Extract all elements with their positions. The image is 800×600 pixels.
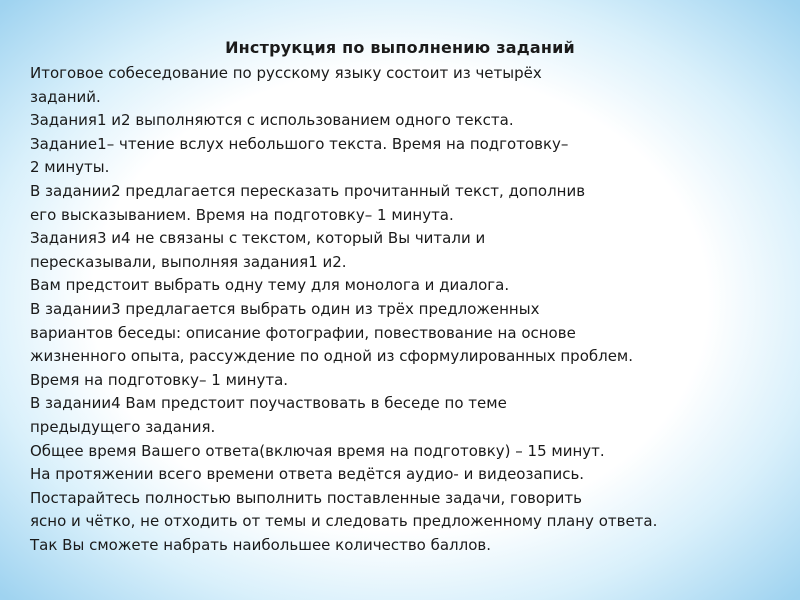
text-line: заданий. — [30, 87, 101, 106]
text-line: Задания3 и4 не связаны с текстом, который Вы читали и — [30, 229, 486, 248]
text-line: Задание1– чтение вслух небольшого текста. Время на подготовку– — [30, 134, 569, 153]
text-line: В задании4 Вам предстоит поучаствовать в беседе по теме — [30, 394, 507, 413]
text-line: жизненного опыта, рассуждение по одной из сформулированных проблем. — [30, 347, 634, 366]
text-line: В задании2 предлагается пересказать прочитанный текст, дополнив — [30, 181, 586, 200]
text-line: В задании3 предлагается выбрать один из трёх предложенных — [30, 299, 540, 318]
text-line: Задания1 и2 выполняются с использованием одного текста. — [30, 111, 514, 130]
text-line: На протяжении всего времени ответа ведётся аудио- и видеозапись. — [30, 465, 585, 484]
slide-title: Инструкция по выполнению заданий — [225, 38, 575, 57]
text-line: Вам предстоит выбрать одну тему для монолога и диалога. — [30, 276, 510, 295]
text-line: Так Вы сможете набрать наибольшее количество баллов. — [30, 535, 492, 554]
text-line: предыдущего задания. — [30, 417, 216, 436]
instruction-text — [30, 62, 770, 557]
text-line: Итоговое собеседование по русскому языку состоит из четырёх — [30, 64, 542, 82]
text-line: Постарайтесь полностью выполнить поставленные задачи, говорить — [30, 488, 582, 507]
text-line: Время на подготовку– 1 минута. — [30, 370, 289, 389]
text-line: пересказывали, выполняя задания1 и2. — [30, 252, 347, 271]
text-line: его высказыванием. Время на подготовку– 1 минута. — [30, 205, 454, 224]
text-line: вариантов беседы: описание фотографии, повествование на основе — [30, 323, 576, 342]
text-line: Общее время Вашего ответа(включая время на подготовку) – 15 минут. — [30, 441, 605, 460]
text-line: ясно и чётко, не отходить от темы и следовать предложенному плану ответа. — [30, 512, 658, 531]
text-line: 2 минуты. — [30, 158, 110, 177]
